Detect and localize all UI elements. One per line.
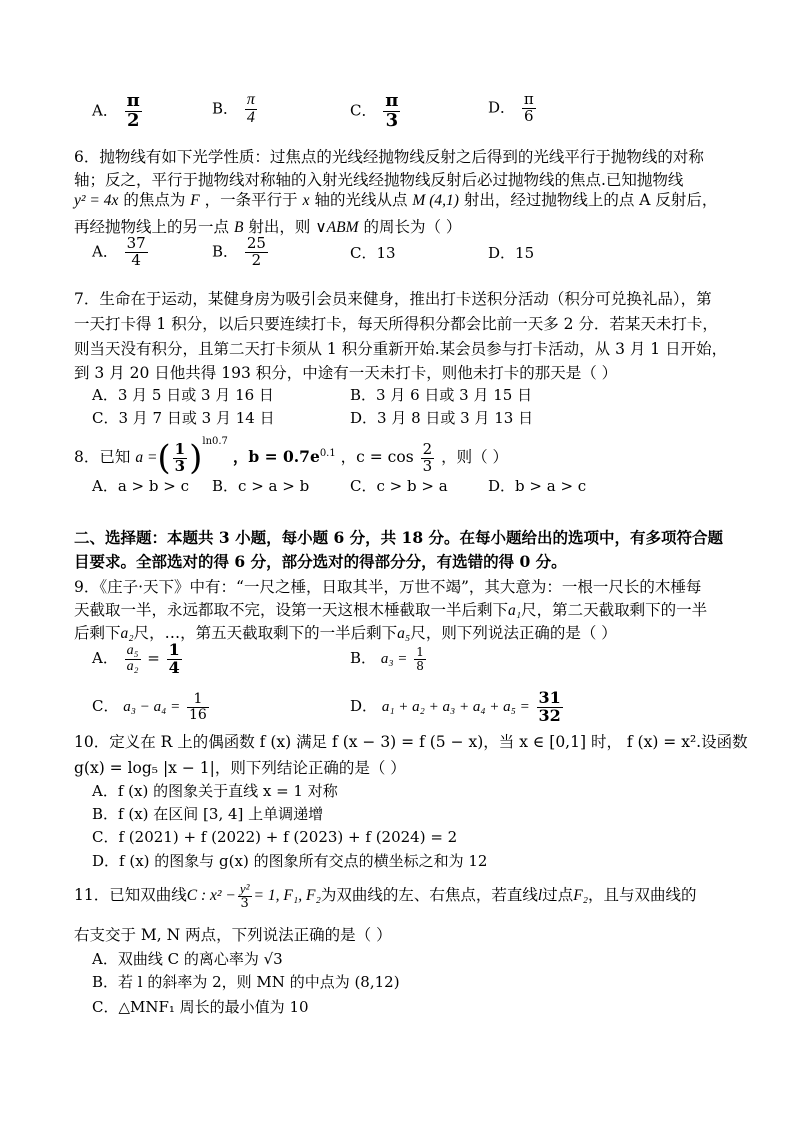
parabola-equation: y² = 4x <box>74 192 119 209</box>
exponent: ln0.7 <box>202 436 228 447</box>
numerator: a₅ <box>126 642 139 658</box>
q5-option-c <box>350 92 402 131</box>
triangle-label: ∨ABM <box>315 219 359 236</box>
q6-option-b <box>212 236 270 269</box>
q9-option-a <box>92 638 184 678</box>
fraction <box>125 236 148 269</box>
option-label: B． <box>212 99 239 118</box>
hyperbola-eq: = 1, F₁, F₂ <box>253 887 321 904</box>
option-label: B． <box>350 649 377 667</box>
q8-option-c: C．c > b > a <box>350 477 448 495</box>
numerator: π <box>246 91 255 108</box>
q10-option-d: D．f (x) 的图象与 g(x) 的图象所有交点的横坐标之和为 12 <box>92 852 488 870</box>
q7-option-b: B．3 月 6 日或 3 月 15 日 <box>350 386 533 404</box>
point-b: B <box>233 219 244 236</box>
q9-text: 尺，第二天截取剩下的一半 <box>521 601 708 619</box>
fraction <box>414 646 426 672</box>
denominator: 8 <box>416 658 424 673</box>
q6-text: 的周长为（ ） <box>363 218 462 236</box>
hyperbola-eq: C : x² − <box>186 887 236 904</box>
fraction <box>125 92 142 131</box>
option-expr: a₃ − a₄ = <box>123 699 181 715</box>
q7-option-c: C．3 月 7 日或 3 月 14 日 <box>92 409 275 427</box>
denominator: 4 <box>131 250 141 269</box>
q7-line-1: 7．生命在于运动，某健身房为吸引会员来健身，推出打卡送积分活动（积分可兑换礼品），第 <box>74 290 712 308</box>
numerator: 25 <box>246 234 266 252</box>
paren-close: ) <box>189 438 203 478</box>
option-label: C． <box>92 697 119 715</box>
denominator: 3 <box>385 109 399 131</box>
denominator: 3 <box>240 895 249 911</box>
fraction <box>383 92 400 131</box>
fraction <box>167 639 182 677</box>
denominator: 2 <box>126 109 140 131</box>
option-label: A． <box>92 101 118 120</box>
term-a2: a₂ <box>120 625 134 642</box>
q9-text: 尺，则下列说法正确的是（ ） <box>410 624 617 642</box>
term-a1: a₁ <box>508 602 522 619</box>
option-expr: a₁ + a₂ + a₃ + a₄ + a₅ = <box>381 699 530 715</box>
option-label: A． <box>92 649 118 667</box>
numerator: 1 <box>187 692 209 708</box>
numerator: 2 <box>422 439 433 458</box>
q6-text: 射出，则 <box>248 218 311 236</box>
q6-text: ，一条平行于 <box>204 191 298 209</box>
fraction <box>173 439 187 475</box>
numerator: y² <box>239 880 250 896</box>
var-a: a = <box>135 449 158 466</box>
fraction <box>238 882 252 910</box>
q11-text: ，且与双曲线的 <box>588 886 697 904</box>
q7-line-2: 一天打卡得 1 积分，以后只要连续打卡，每天所得积分都会比前一天多 2 分．若某天未打卡， <box>74 315 718 333</box>
denominator: 4 <box>246 108 255 126</box>
option-label: C． <box>350 101 377 120</box>
q9-option-c <box>92 688 211 725</box>
q5-option-b <box>212 92 259 127</box>
fraction <box>245 236 268 269</box>
q10-option-a: A．f (x) 的图象关于直线 x = 1 对称 <box>92 782 338 800</box>
fraction <box>522 92 536 125</box>
q9-line-2 <box>74 599 707 622</box>
q6-option-c: C．13 <box>350 244 396 262</box>
q8-option-d: D．b > a > c <box>488 477 587 495</box>
option-label: A． <box>92 242 118 261</box>
q9-text: 天截取一半，永远都取不完，设第一天这根木棰截取一半后剩下 <box>74 601 509 619</box>
q10-line-2: g(x) = log₅ |x − 1|，则下列结论正确的是（ ） <box>74 759 406 777</box>
q6-option-d: D．15 <box>488 244 535 262</box>
q9-line-1: 9．《庄子·天下》中有：“一尺之棰，日取其半，万世不竭”，其大意为：一根一尺长的木棰每 <box>74 578 702 596</box>
fraction <box>187 692 209 722</box>
denominator: 3 <box>422 456 433 475</box>
option-label: B． <box>212 242 239 261</box>
q6-text: 的焦点为 <box>123 191 186 209</box>
axis-label: x <box>302 192 310 209</box>
numerator: π <box>523 90 534 108</box>
q11-line-1 <box>74 876 697 915</box>
q9-option-d <box>350 686 565 727</box>
denominator: a₂ <box>126 658 139 674</box>
q7-line-4: 到 3 月 20 日他共得 193 积分，中途有一天未打卡，则他未打卡的那天是（ ） <box>74 364 618 382</box>
focus-label: F <box>190 192 200 209</box>
exponent: 0.1 <box>319 447 336 459</box>
option-expr: a₃ = <box>380 651 408 667</box>
fraction <box>125 644 141 674</box>
q9-option-b <box>350 642 428 675</box>
q6-line-2: 轴；反之，平行于抛物线对称轴的入射光线经抛物线反射后必过抛物线的焦点.已知抛物线 <box>74 171 684 189</box>
q5-option-d <box>488 92 538 125</box>
fraction <box>245 92 257 127</box>
q7-option-d: D．3 月 8 日或 3 月 13 日 <box>350 409 534 427</box>
var-b: ，b = 0.7e <box>232 447 320 466</box>
denominator: 4 <box>168 657 180 677</box>
q11-line-2: 右支交于 M, N 两点，下列说法正确的是（ ） <box>74 926 392 944</box>
q9-text: 尺，…，第五天截取剩下的一半后剩下 <box>133 624 398 642</box>
q10-line-1: 10．定义在 R 上的偶函数 f (x) 满足 f (x − 3) = f (5 − x)，当 x ∈ [0,1] 时， f (x) = x².设函数 <box>74 733 748 751</box>
q6-text: 射出，经过抛物线上的点 A 反射后， <box>463 191 718 209</box>
denominator: 2 <box>251 250 262 269</box>
denominator: 6 <box>523 106 534 125</box>
section-2-heading: 二、选择题：本题共 3 小题，每小题 6 分，共 18 分。在每小题给出的选项中，有多项符合题 <box>74 528 724 547</box>
q6-line-3 <box>74 189 717 212</box>
denominator: 16 <box>188 706 207 723</box>
q10-option-c: C．f (2021) + f (2022) + f (2023) + f (2024) = 2 <box>92 828 458 846</box>
numerator: π <box>126 90 140 111</box>
line-l: l <box>537 887 543 904</box>
q9-text: 后剩下 <box>74 624 121 642</box>
q6-option-a <box>92 236 150 269</box>
q11-option-a: A．双曲线 C 的离心率为 √3 <box>92 950 283 968</box>
denominator: 3 <box>174 456 186 475</box>
q11-option-c: C．△MNF₁ 周长的最小值为 10 <box>92 998 309 1016</box>
q7-line-3: 则当天没有积分，且第二天打卡须从 1 积分重新开始.某会员参与打卡活动，从 3 月 1 日开始， <box>74 340 728 358</box>
equals: = <box>147 649 160 667</box>
numerator: 31 <box>538 687 561 707</box>
numerator: 1 <box>174 439 186 458</box>
q8-text: ，则（ ） <box>441 448 509 466</box>
q6-text: 轴的光线从点 <box>314 191 408 209</box>
q8-text: 8．已知 <box>74 448 131 466</box>
section-2-heading-cont: 目要求。全部选对的得 6 分，部分选对的得部分分，有选错的得 0 分。 <box>74 552 567 571</box>
q6-line-1: 6．抛物线有如下光学性质：过焦点的光线经抛物线反射之后得到的光线平行于抛物线的对称 <box>74 148 704 166</box>
q11-option-b: B．若 l 的斜率为 2，则 MN 的中点为 (8,12) <box>92 973 400 991</box>
numerator: 1 <box>416 644 424 659</box>
numerator: 37 <box>126 234 146 252</box>
numerator: π <box>385 90 399 111</box>
q7-option-a: A．3 月 5 日或 3 月 16 日 <box>92 386 274 404</box>
option-label: D． <box>488 98 516 117</box>
q5-option-a <box>92 92 144 131</box>
point-m: M (4,1) <box>412 192 459 209</box>
var-c: ，c = cos <box>340 448 414 466</box>
term-a5: a₅ <box>397 625 411 642</box>
numerator: 1 <box>168 639 180 659</box>
paren-open: ( <box>157 438 171 478</box>
denominator: 32 <box>538 705 561 725</box>
option-label: D． <box>350 697 378 715</box>
fraction <box>421 439 435 475</box>
q11-text: 11．已知双曲线 <box>74 886 187 904</box>
q11-text: 为双曲线的左、右焦点，若直线 <box>320 886 538 904</box>
focus-f2: F₂ <box>573 887 589 904</box>
q8-option-b: B．c > a > b <box>212 477 310 495</box>
q6-text: 再经抛物线上的另一点 <box>74 218 230 236</box>
q11-text: 过点 <box>542 886 574 904</box>
fraction <box>537 687 563 725</box>
q8-option-a: A．a > b > c <box>92 477 189 495</box>
q8-stem <box>74 422 508 478</box>
q10-option-b: B．f (x) 在区间 [3, 4] 上单调递增 <box>92 805 324 823</box>
